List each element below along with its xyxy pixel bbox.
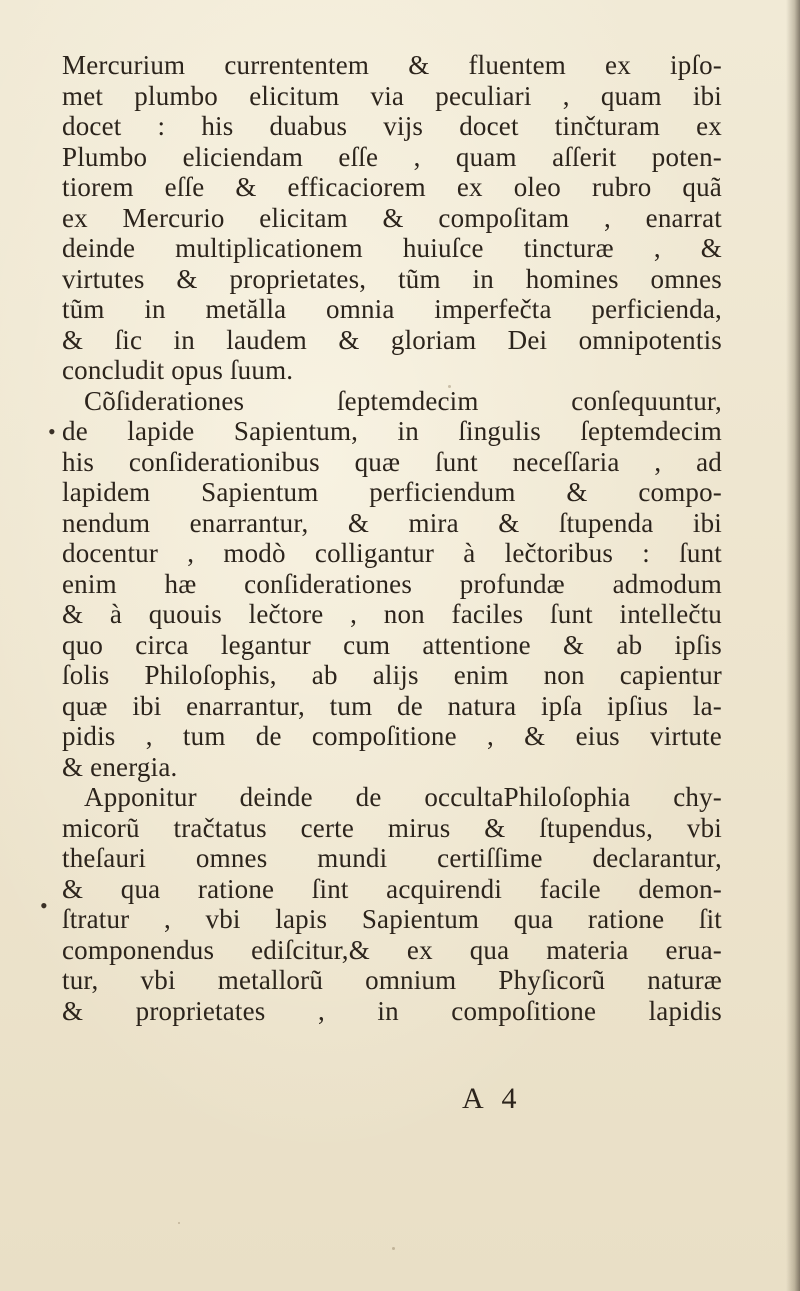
text-line: docentur , modò colligantur à lečtoribus : ſunt [62, 538, 722, 568]
text-line: & à quouis lečtore , non faciles ſunt intellečtu [62, 599, 722, 629]
text-line: quæ ibi enarrantur, tum de natura ipſa ipſius la- [62, 690, 722, 721]
text-line: Cõſiderationes ſeptemdecim conſequuntur, [84, 385, 722, 416]
text-line: Mercurium currententem & fluentem ex ipſo- [62, 50, 722, 80]
text-line: & ſic in laudem & gloriam Dei omnipotentis [62, 324, 722, 355]
page-edge-shadow [786, 0, 800, 1291]
text-line: enim hæ conſiderationes profundæ admodum [62, 568, 722, 599]
text-line: quo circa legantur cum attentione & ab ipſis [62, 629, 722, 660]
text-line: ſolis Philoſophis, ab alijs enim non capientur [62, 660, 722, 690]
text-line: nendum enarrantur, & mira & ſtupenda ibi [62, 507, 722, 538]
text-line: tiorem eſſe & efficaciorem ex oleo rubro quã [62, 172, 722, 202]
text-line: tũm in metălla omnia imperfečta perficienda, [62, 294, 722, 324]
text-line: met plumbo elicitum via peculiari , quam ibi [62, 80, 722, 111]
text-line: Plumbo eliciendam eſſe , quam aſſerit poten- [62, 141, 722, 172]
text-line: micorũ tračtatus certe mirus & ſtupendus, vbi [62, 812, 722, 843]
text-line: & proprietates , in compoſitione lapidis [62, 995, 722, 1026]
signature-mark: A 4 [462, 1082, 523, 1115]
text-line: his conſiderationibus quæ ſunt neceſſaria , ad [62, 446, 722, 477]
text-line: componendus ediſcitur,& ex qua materia erua- [62, 934, 722, 965]
text-line: & qua ratione ſint acquirendi facile demon- [62, 873, 722, 904]
margin-mark: • [48, 419, 56, 444]
text-line: virtutes & proprietates, tũm in homines omnes [62, 263, 722, 294]
text-line: & energia. [62, 751, 178, 782]
text-line: Apponitur deinde de occultaPhiloſophia chy- [84, 782, 722, 812]
paper-speck [392, 1247, 395, 1250]
text-line: deinde multiplicationem huiuſce tincturæ , & [62, 233, 722, 263]
body-text [62, 50, 722, 1026]
text-line: theſauri omnes mundi certiſſime declarantur, [62, 843, 722, 873]
text-line: docet : his duabus vijs docet tinčturam ex [62, 111, 722, 141]
text-line: tur, vbi metallorũ omnium Phyſicorũ naturæ [62, 965, 722, 995]
paper-speck [178, 1222, 180, 1224]
text-line: concludit opus ſuum. [62, 355, 294, 385]
text-line: pidis , tum de compoſitione , & eius virtute [62, 721, 722, 751]
text-line: de lapide Sapientum, in ſingulis ſeptemdecim [62, 416, 722, 446]
text-line: ſtratur , vbi lapis Sapientum qua ratione ſit [62, 904, 722, 934]
margin-mark: • [40, 893, 48, 918]
text-line: lapidem Sapientum perficiendum & compo- [62, 477, 722, 507]
text-line: ex Mercurio elicitam & compoſitam , enarrat [62, 202, 722, 233]
